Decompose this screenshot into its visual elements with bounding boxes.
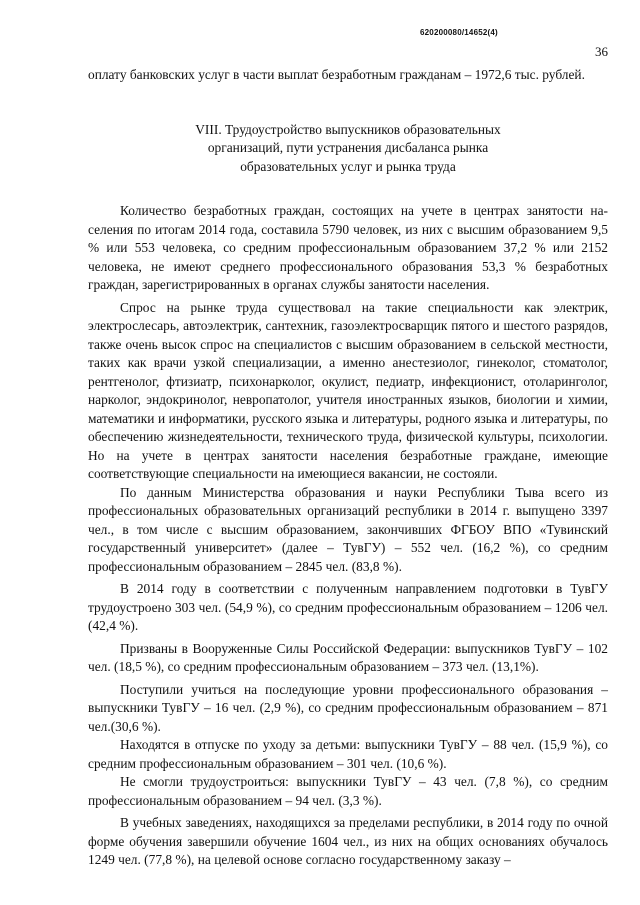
paragraph-parental-leave: Находятся в отпуске по уходу за детьми: выпускники ТувГУ – 88 чел. (15,9 %), со средним профессиональным образованием – 301 чел. (10,6 %).	[88, 737, 608, 771]
section-heading-line: VIII. Трудоустройство выпускников образовательных	[195, 121, 501, 137]
paragraph-army: Призваны в Вооруженные Силы Российской Федерации: выпускников ТувГУ – 102 чел. (18,5 %), со средним профессиональным образованием – 373 чел. (13,1%).	[88, 640, 608, 674]
document-code: 620200080/14652(4)	[420, 28, 498, 37]
section-heading-line: организаций, пути устранения дисбаланса рынка	[207, 140, 489, 155]
section-heading	[88, 121, 608, 177]
paragraph-outside-republic: В учебных заведениях, находящихся за пределами республики, в 2014 году по очной форме обучения завершили обучение 1604 чел., из них на общих основаниях обучалось 1249 чел. (77,8 %), на целевой основе согласно государственному заказу –	[88, 815, 608, 867]
paragraph-further-education: Поступили учиться на последующие уровни профессионального образования – выпускники ТувГУ – 16 чел. (2,9 %), со средним профессиональным образованием – 871 чел.(30,6 %).	[88, 681, 608, 734]
paragraph-employed: В 2014 году в соответствии с полученным направлением подготовки в ТувГУ трудоустроено 303 чел. (54,9 %), со средним профессиональным образованием – 1206 чел. (42,4 %).	[88, 581, 608, 633]
paragraph-ministry-data: По данным Министерства образования и науки Республики Тыва всего из профессиональных образовательных организаций республики в 2014 г. выпущено 3397 чел., в том числе с высшим образованием, закончивших ФГБОУ ВПО «Тувинский государственный университет» (далее – ТувГУ) – 552 чел. (16,2 %), со средним профессиональным образованием – 2845 чел. (83,8 %).	[88, 484, 608, 574]
intro-paragraph: оплату банковских услуг в части выплат безработным гражданам – 1972,6 тыс. рублей.	[88, 67, 585, 82]
page-number: 36	[595, 44, 608, 59]
paragraph-unemployed-count: Количество безработных граждан, состоящих на учете в центрах занятости населения по итогам 2014 года, составила 5790 человек, из них с высшим образованием 9,5 % или 553 человека, со средним профессиональным образованием 37,2 % или 2152 человека, не имеют среднего профессионального образования 53,3 % безработных граждан, зарегистрированных в органах службы занятости населения.	[88, 203, 608, 292]
section-heading-line: образовательных услуг и рынка труда	[240, 158, 456, 174]
paragraph-labor-demand: Спрос на рынке труда существовал на такие специальности как электрик, электрослесарь, автоэлектрик, сантехник, газоэлектросварщик пятого и шестого разрядов, также очень высок спрос на специалистов с высшим образованием в сельской местности, таких как врачи узкой специализации, а именно анестезиолог, гинеколог, стоматолог, рентгенолог, фтизиатр, психонарколог, окулист, педиатр, инфекционист, отоларинголог, нарколог, эндокринолог, невропатолог, учителя иностранных языков, биологии и химии, математики и информатики, русского языка и литературы, родного языка и литературы, по обеспечению жизнедеятельности, технического труда, физической культуры, психологии. Но на учете в центрах занятости населения безработные граждане, имеющие соответствующие специальности на имеющиеся вакансии, не состояли.	[88, 299, 608, 481]
paragraph-not-employed: Не смогли трудоустроиться: выпускники ТувГУ – 43 чел. (7,8 %), со средним профессиональным образованием – 94 чел. (3,3 %).	[88, 774, 608, 808]
document-body	[88, 66, 608, 870]
